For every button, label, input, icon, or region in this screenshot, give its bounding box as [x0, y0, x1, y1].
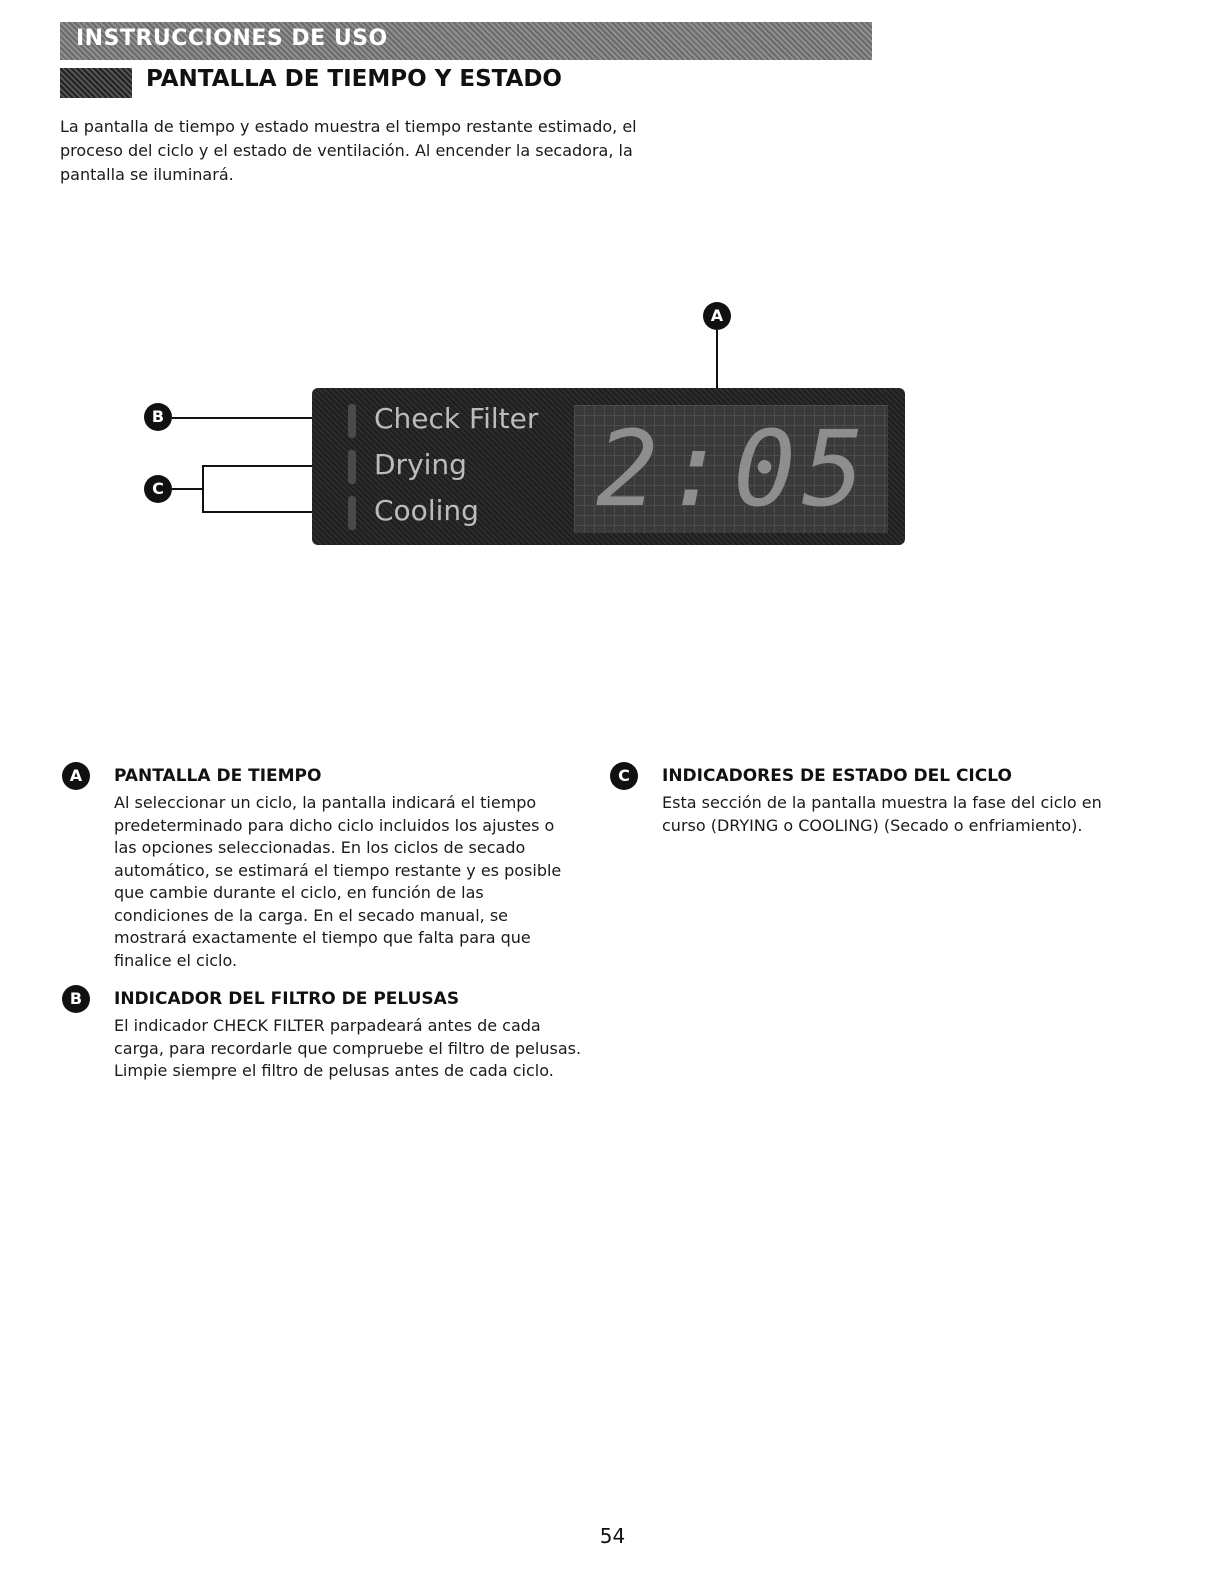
page-number: 54 — [599, 1524, 626, 1548]
page-title: PANTALLA DE TIEMPO Y ESTADO — [146, 66, 562, 92]
callout-c-bracket — [202, 465, 204, 513]
drying-led-icon — [348, 450, 356, 484]
section-c-icon: C — [610, 762, 638, 790]
callout-c-leader-top — [202, 465, 312, 467]
title-marker — [60, 68, 132, 98]
callout-c-icon: C — [144, 475, 172, 503]
callout-c-leader-stub — [172, 488, 202, 490]
section-c-body: Esta sección de la pantalla muestra la fase del ciclo en curso (DRYING o COOLING) (Secado o enfriamiento). — [662, 793, 1102, 835]
cooling-led-icon — [348, 496, 356, 530]
section-a-icon: A — [62, 762, 90, 790]
cooling-label: Cooling — [374, 494, 479, 527]
check-filter-label: Check Filter — [374, 402, 539, 435]
section-b-heading: INDICADOR DEL FILTRO DE PELUSAS — [114, 989, 460, 1009]
section-c-heading: INDICADORES DE ESTADO DEL CICLO — [662, 766, 1012, 786]
intro-paragraph: La pantalla de tiempo y estado muestra el tiempo restante estimado, el proceso del ciclo y el estado de ventilación. Al encender la secadora, la pantalla se iluminará. — [60, 117, 637, 184]
section-banner — [60, 22, 872, 60]
callout-a-leader — [716, 330, 718, 388]
section-b-icon: B — [62, 985, 90, 1013]
section-banner-text: INSTRUCCIONES DE USO — [76, 26, 388, 51]
drying-label: Drying — [374, 448, 467, 481]
check-filter-led-icon — [348, 404, 356, 438]
time-readout: 2:05 — [596, 408, 871, 530]
section-b-body: El indicador CHECK FILTER parpadeará antes de cada carga, para recordarle que compruebe el filtro de pelusas. Limpie siempre el filtro de pelusas antes de cada ciclo. — [114, 1016, 582, 1080]
section-a-body: Al seleccionar un ciclo, la pantalla indicará el tiempo predeterminado para dicho ciclo incluidos los ajustes o las opciones seleccionadas. En los ciclos de secado automático, se estimará el tiempo restante y es posible que cambie durante el ciclo, en función de las condiciones de la carga. En el secado manual, se mostrará exactamente el tiempo que falta para que finalice el ciclo. — [114, 793, 562, 970]
time-display — [574, 405, 888, 533]
callout-b-icon: B — [144, 403, 172, 431]
callout-c-leader-bottom — [202, 511, 312, 513]
time-status-display — [312, 388, 905, 545]
section-a-heading: PANTALLA DE TIEMPO — [114, 766, 322, 786]
callout-b-leader — [172, 417, 312, 419]
callout-a-icon: A — [703, 302, 731, 330]
